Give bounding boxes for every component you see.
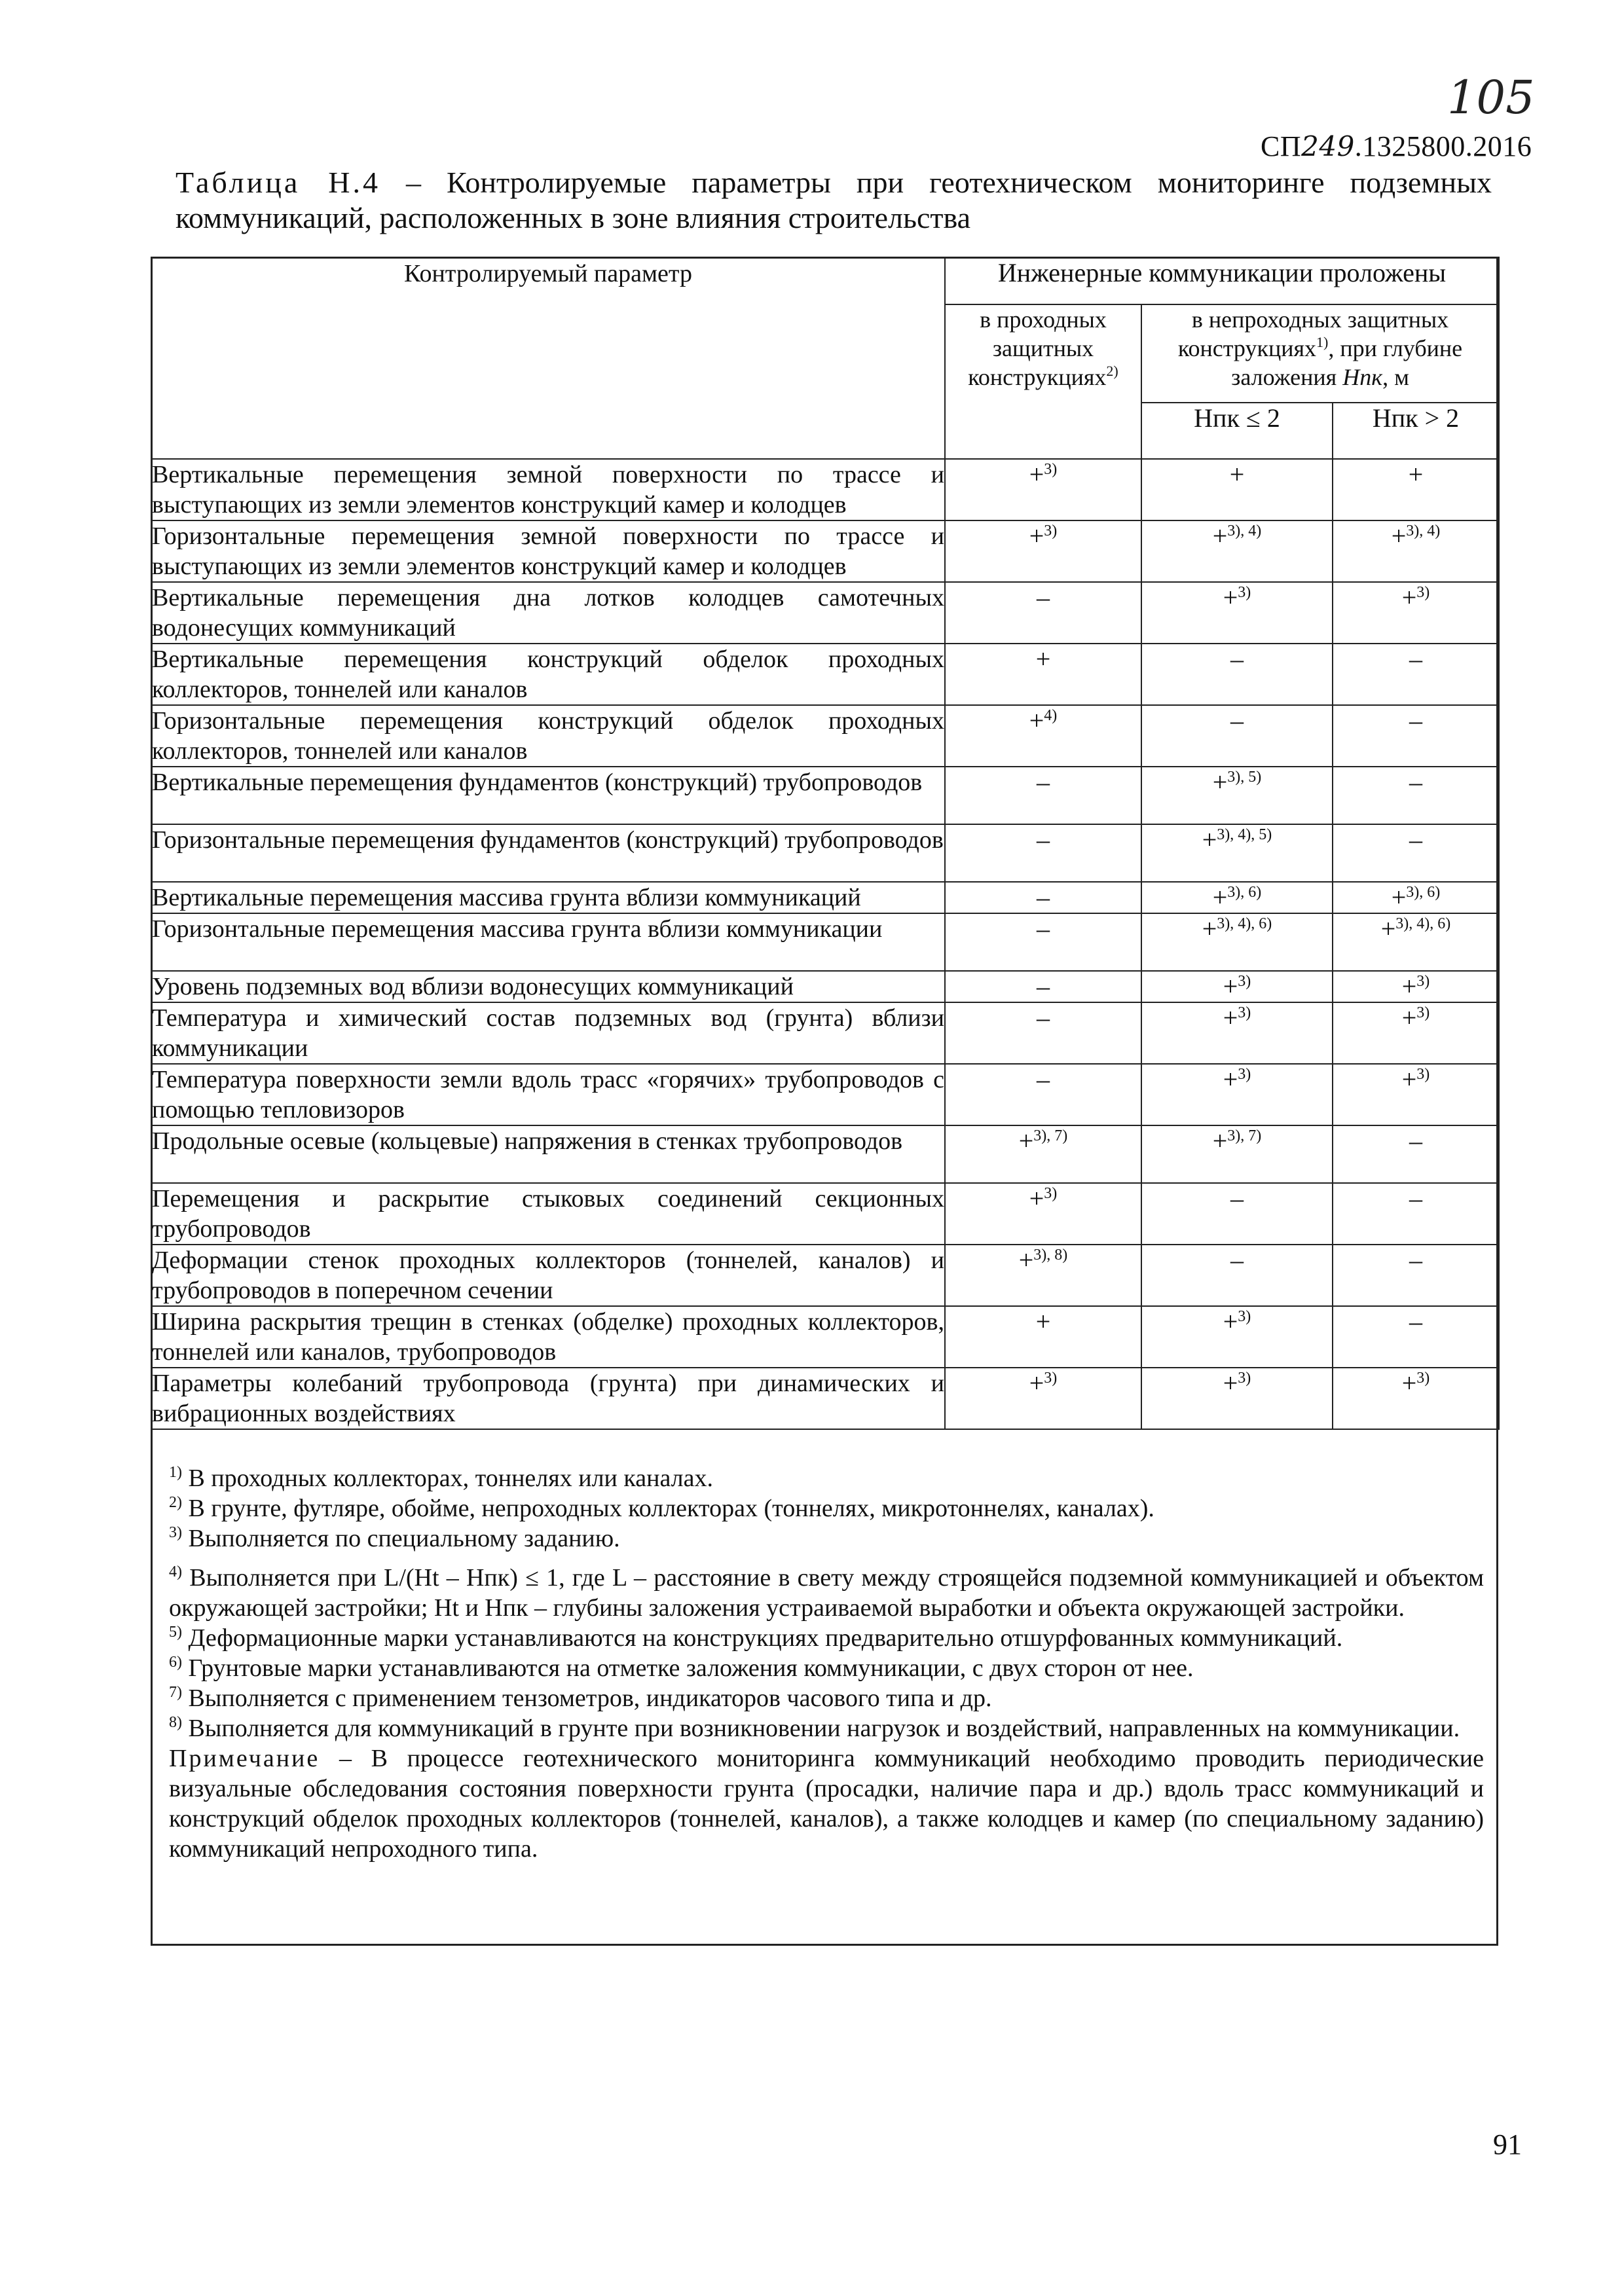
depth-gt-2-value-cell — [1333, 705, 1499, 767]
footnote-5-text: Деформационные марки устанавливаются на конструкциях предварительно отшурфованных коммуникаций. — [182, 1624, 1343, 1652]
footnote-1-mark: 1) — [169, 1464, 182, 1481]
depth-le-2-value-cell — [1141, 1245, 1333, 1306]
value-sign: – — [1409, 1126, 1422, 1156]
value-sign: – — [1409, 706, 1422, 735]
depth-gt-2-value-cell — [1333, 913, 1499, 971]
depth-gt-2-value-cell — [1333, 644, 1499, 705]
header-passable — [945, 304, 1141, 459]
depth-le-2-value-cell — [1141, 520, 1333, 582]
table-row — [151, 913, 1499, 971]
passable-value-cell — [945, 913, 1141, 971]
header-nonpassable-b: , при глубине заложения — [1231, 335, 1463, 390]
table-row — [151, 767, 1499, 824]
value-sign: – — [1037, 1003, 1050, 1032]
depth-le-2-value-cell — [1141, 971, 1333, 1002]
depth-gt-2-value-cell — [1333, 1368, 1499, 1429]
value-footnote-ref: 3), 5) — [1227, 769, 1262, 786]
value-sign: + — [1212, 521, 1228, 551]
value-sign: – — [1230, 706, 1244, 735]
depth-le-2-value-cell — [1141, 1306, 1333, 1368]
passable-value-cell — [945, 1064, 1141, 1125]
parameter-cell: Деформации стенок проходных коллекторов (тоннелей, каналов) и трубопроводов в поперечном сечении — [151, 1245, 945, 1306]
passable-value-cell — [945, 971, 1141, 1002]
handwritten-page-number: 105 — [1447, 71, 1535, 124]
header-parameter: Контролируемый параметр — [151, 257, 945, 459]
depth-le-2-value-cell — [1141, 882, 1333, 913]
table-row — [151, 520, 1499, 582]
passable-value-cell — [945, 882, 1141, 913]
table-note-text: – В процессе геотехнического мониторинга коммуникаций необходимо проводить периодические визуальные обследования состояния поверхности грунта (просадки, наличие пара и др.) вдоль трасс коммуникаций и конструкций обделок проходных коллекторов (тоннелей, каналов), а также колодцев и камер (по специальному заданию) коммуникаций непроходного типа. — [169, 1745, 1484, 1863]
parameter-cell: Параметры колебаний трубопровода (грунта) при динамических и вибрационных воздействиях — [151, 1368, 945, 1429]
footnote-6-text: Грунтовые марки устанавливаются на отметке заложения коммуникации, с двух сторон от нее. — [182, 1654, 1194, 1682]
value-footnote-ref: 3) — [1238, 1370, 1251, 1387]
table-caption — [175, 165, 1492, 236]
table-row — [151, 582, 1499, 644]
value-sign: + — [1401, 972, 1417, 1001]
value-sign: + — [1018, 1245, 1034, 1275]
passable-value-cell — [945, 1245, 1141, 1306]
footnote-3 — [169, 1523, 1484, 1554]
depth-le-2-value-cell — [1141, 1368, 1333, 1429]
table-note — [169, 1743, 1484, 1864]
depth-gt-2-value-cell — [1333, 459, 1499, 520]
table-row — [151, 1183, 1499, 1245]
value-footnote-ref: 3) — [1044, 1185, 1058, 1202]
page-number: 91 — [1493, 2128, 1522, 2160]
value-sign: – — [1230, 1245, 1244, 1275]
footnote-3-mark: 3) — [169, 1524, 182, 1541]
value-footnote-ref: 3) — [1044, 461, 1058, 478]
value-footnote-ref: 3), 7) — [1033, 1127, 1068, 1144]
value-sign: – — [1409, 644, 1422, 674]
parameter-cell: Вертикальные перемещения фундаментов (конструкций) трубопроводов — [151, 767, 945, 824]
parameter-cell: Горизонтальные перемещения конструкций обделок проходных коллекторов, тоннелей или каналов — [151, 705, 945, 767]
value-sign: + — [1029, 1184, 1044, 1213]
header-passable-sup: 2) — [1106, 363, 1118, 379]
footnote-2-mark: 2) — [169, 1494, 182, 1511]
value-sign: + — [1202, 825, 1217, 854]
depth-gt-2-value-cell — [1333, 824, 1499, 882]
footnotes — [169, 1463, 1484, 1864]
value-footnote-ref: 3) — [1416, 584, 1430, 601]
depth-le-2-value-cell — [1141, 459, 1333, 520]
value-footnote-ref: 3) — [1238, 1004, 1251, 1021]
parameter-cell: Горизонтальные перемещения фундаментов (конструкций) трубопроводов — [151, 824, 945, 882]
table-row — [151, 1306, 1499, 1368]
parameter-cell: Ширина раскрытия трещин в стенках (обделке) проходных коллекторов, тоннелей или каналов, трубопроводов — [151, 1306, 945, 1368]
value-footnote-ref: 3) — [1416, 1066, 1430, 1083]
value-sign: + — [1035, 1307, 1051, 1336]
depth-le-2-value-cell — [1141, 1064, 1333, 1125]
value-footnote-ref: 3) — [1044, 522, 1058, 539]
value-sign: + — [1391, 883, 1407, 912]
value-sign: + — [1223, 1307, 1238, 1336]
parameter-cell: Горизонтальные перемещения массива грунта вблизи коммуникации — [151, 913, 945, 971]
footnote-7 — [169, 1683, 1484, 1713]
value-sign: + — [1223, 972, 1238, 1001]
parameter-cell: Продольные осевые (кольцевые) напряжения в стенках трубопроводов — [151, 1125, 945, 1183]
header-depth-le-2: Hпк ≤ 2 — [1141, 403, 1333, 459]
passable-value-cell — [945, 705, 1141, 767]
footnote-5 — [169, 1623, 1484, 1653]
passable-value-cell — [945, 1125, 1141, 1183]
parameters-table — [151, 257, 1500, 1430]
table-body — [151, 459, 1499, 1429]
footnote-5-mark: 5) — [169, 1624, 182, 1641]
value-footnote-ref: 3), 4), 6) — [1217, 915, 1272, 932]
depth-gt-2-value-cell — [1333, 582, 1499, 644]
value-sign: + — [1401, 1003, 1417, 1032]
depth-le-2-value-cell — [1141, 767, 1333, 824]
value-sign: – — [1409, 825, 1422, 854]
value-footnote-ref: 3), 8) — [1033, 1247, 1068, 1264]
value-footnote-ref: 3) — [1416, 1370, 1430, 1387]
value-sign: + — [1212, 767, 1228, 797]
value-footnote-ref: 3) — [1238, 1066, 1251, 1083]
table-row — [151, 705, 1499, 767]
table-row — [151, 1064, 1499, 1125]
value-sign: + — [1401, 1368, 1417, 1398]
passable-value-cell — [945, 520, 1141, 582]
passable-value-cell — [945, 582, 1141, 644]
value-footnote-ref: 4) — [1044, 707, 1058, 724]
depth-le-2-value-cell — [1141, 1125, 1333, 1183]
passable-value-cell — [945, 1306, 1141, 1368]
table-note-label: Примечание — [169, 1745, 320, 1772]
depth-gt-2-value-cell — [1333, 1125, 1499, 1183]
depth-le-2-value-cell — [1141, 913, 1333, 971]
value-footnote-ref: 3), 4) — [1227, 522, 1262, 539]
header-nonpassable-sup: 1) — [1316, 334, 1329, 350]
value-sign: – — [1037, 825, 1050, 854]
value-sign: – — [1230, 644, 1244, 674]
value-footnote-ref: 3), 7) — [1227, 1127, 1262, 1144]
document-code — [1261, 130, 1532, 163]
value-footnote-ref: 3) — [1416, 1004, 1430, 1021]
parameter-cell: Вертикальные перемещения земной поверхности по трассе и выступающих из земли элементов конструкций камер и колодцев — [151, 459, 945, 520]
footnote-6-mark: 6) — [169, 1654, 182, 1671]
depth-gt-2-value-cell — [1333, 882, 1499, 913]
value-sign: + — [1380, 914, 1396, 943]
depth-le-2-value-cell — [1141, 1183, 1333, 1245]
footnote-2 — [169, 1493, 1484, 1523]
value-footnote-ref: 3), 4), 5) — [1217, 826, 1272, 843]
footnote-1 — [169, 1463, 1484, 1493]
value-sign: – — [1409, 1245, 1422, 1275]
parameter-cell: Уровень подземных вод вблизи водонесущих коммуникаций — [151, 971, 945, 1002]
value-footnote-ref: 3), 4) — [1406, 522, 1441, 539]
footnote-2-text: В грунте, футляре, обойме, непроходных коллекторах (тоннелях, микротоннелях, каналах). — [182, 1495, 1154, 1522]
table-row — [151, 644, 1499, 705]
value-footnote-ref: 3) — [1044, 1370, 1058, 1387]
value-footnote-ref: 3) — [1238, 973, 1251, 990]
footnote-7-text: Выполняется с применением тензометров, индикаторов часового типа и др. — [182, 1685, 992, 1712]
value-footnote-ref: 3) — [1238, 584, 1251, 601]
footnote-8-mark: 8) — [169, 1714, 182, 1731]
parameter-cell: Вертикальные перемещения массива грунта вблизи коммуникаций — [151, 882, 945, 913]
footnote-8-text: Выполняется для коммуникаций в грунте при возникновении нагрузок и воздействий, направленных на коммуникации. — [182, 1715, 1460, 1742]
table-row — [151, 459, 1499, 520]
depth-le-2-value-cell — [1141, 705, 1333, 767]
depth-gt-2-value-cell — [1333, 767, 1499, 824]
value-footnote-ref: 3), 4), 6) — [1395, 915, 1451, 932]
header-nonpassable-a: в непроходных защитных конструкциях — [1177, 306, 1449, 361]
passable-value-cell — [945, 824, 1141, 882]
value-sign: + — [1401, 583, 1417, 612]
value-sign: + — [1408, 460, 1424, 489]
value-sign: – — [1037, 914, 1050, 943]
value-sign: + — [1018, 1126, 1034, 1156]
value-footnote-ref: 3), 6) — [1227, 884, 1262, 901]
passable-value-cell — [945, 459, 1141, 520]
footnote-4 — [169, 1563, 1484, 1623]
passable-value-cell — [945, 644, 1141, 705]
value-sign: – — [1409, 1307, 1422, 1336]
parameter-cell: Температура поверхности земли вдоль трасс «горячих» трубопроводов с помощью тепловизоров — [151, 1064, 945, 1125]
header-nonpassable-var: Hпк — [1342, 364, 1383, 390]
value-sign: + — [1223, 583, 1238, 612]
value-sign: – — [1037, 767, 1050, 797]
table-row — [151, 971, 1499, 1002]
table-caption-text: – Контролируемые параметры при геотехническом мониторинге подземных коммуникаций, расположенных в зоне влияния строительства — [175, 166, 1492, 234]
table-row — [151, 1002, 1499, 1064]
value-sign: + — [1029, 706, 1044, 735]
depth-gt-2-value-cell — [1333, 1306, 1499, 1368]
value-sign: + — [1029, 1368, 1044, 1398]
value-sign: – — [1037, 1065, 1050, 1094]
passable-value-cell — [945, 1002, 1141, 1064]
depth-le-2-value-cell — [1141, 1002, 1333, 1064]
parameter-cell: Температура и химический состав подземных вод (грунта) вблизи коммуникации — [151, 1002, 945, 1064]
depth-gt-2-value-cell — [1333, 1064, 1499, 1125]
header-nonpassable-c: , м — [1382, 364, 1409, 390]
value-sign: – — [1409, 767, 1422, 797]
value-sign: + — [1212, 1126, 1228, 1156]
footnote-7-mark: 7) — [169, 1684, 182, 1701]
footnote-4-text: Выполняется при L/(Ht – Hпк) ≤ 1, где L – расстояние в свету между строящейся подземной коммуникацией и объектом окружающей застройки; Ht и Hпк – глубины заложения устраиваемой выработки и объекта окружающей застройки. — [169, 1564, 1484, 1622]
depth-le-2-value-cell — [1141, 824, 1333, 882]
parameter-cell: Вертикальные перемещения конструкций обделок проходных коллекторов, тоннелей или каналов — [151, 644, 945, 705]
value-sign: – — [1409, 1184, 1422, 1213]
value-sign: + — [1223, 1003, 1238, 1032]
footnote-1-text: В проходных коллекторах, тоннелях или каналах. — [182, 1465, 713, 1492]
value-sign: + — [1223, 1065, 1238, 1094]
table-row — [151, 882, 1499, 913]
value-sign: – — [1037, 972, 1050, 1001]
passable-value-cell — [945, 767, 1141, 824]
table-caption-label: Таблица Н.4 — [175, 166, 380, 199]
footnote-4-mark: 4) — [169, 1563, 182, 1580]
value-sign: + — [1229, 460, 1245, 489]
table-row — [151, 1368, 1499, 1429]
value-sign: + — [1029, 460, 1044, 489]
value-sign: – — [1230, 1184, 1244, 1213]
depth-le-2-value-cell — [1141, 582, 1333, 644]
footnote-6 — [169, 1653, 1484, 1683]
footnote-8 — [169, 1713, 1484, 1743]
doc-code-rest: .1325800.2016 — [1354, 130, 1532, 162]
value-sign: – — [1037, 883, 1050, 912]
parameter-cell: Перемещения и раскрытие стыковых соединений секционных трубопроводов — [151, 1183, 945, 1245]
header-depth-gt-2: Hпк > 2 — [1333, 403, 1499, 459]
doc-code-prefix: СП — [1261, 130, 1302, 162]
value-sign: – — [1037, 583, 1050, 612]
depth-gt-2-value-cell — [1333, 1245, 1499, 1306]
table-row — [151, 1125, 1499, 1183]
depth-gt-2-value-cell — [1333, 1183, 1499, 1245]
depth-gt-2-value-cell — [1333, 971, 1499, 1002]
doc-code-handwritten: 249 — [1301, 130, 1355, 162]
header-nonpassable — [1141, 304, 1499, 403]
value-sign: + — [1401, 1065, 1417, 1094]
passable-value-cell — [945, 1183, 1141, 1245]
footnote-3-text: Выполняется по специальному заданию. — [182, 1525, 620, 1552]
value-sign: + — [1029, 521, 1044, 551]
depth-le-2-value-cell — [1141, 644, 1333, 705]
value-footnote-ref: 3) — [1416, 973, 1430, 990]
value-sign: + — [1212, 883, 1228, 912]
table-row — [151, 1245, 1499, 1306]
passable-value-cell — [945, 1368, 1141, 1429]
table-row — [151, 824, 1499, 882]
depth-gt-2-value-cell — [1333, 520, 1499, 582]
parameter-cell: Вертикальные перемещения дна лотков колодцев самотечных водонесущих коммуникаций — [151, 582, 945, 644]
header-passable-text: в проходных защитных конструкциях — [968, 306, 1107, 390]
depth-gt-2-value-cell — [1333, 1002, 1499, 1064]
value-footnote-ref: 3) — [1238, 1308, 1251, 1325]
parameter-cell: Горизонтальные перемещения земной поверхности по трассе и выступающих из земли элементов конструкций камер и колодцев — [151, 520, 945, 582]
value-footnote-ref: 3), 6) — [1406, 884, 1441, 901]
value-sign: + — [1391, 521, 1407, 551]
value-sign: + — [1035, 644, 1051, 674]
value-sign: + — [1223, 1368, 1238, 1398]
header-group: Инженерные коммуникации проложены — [945, 257, 1499, 304]
value-sign: + — [1202, 914, 1217, 943]
